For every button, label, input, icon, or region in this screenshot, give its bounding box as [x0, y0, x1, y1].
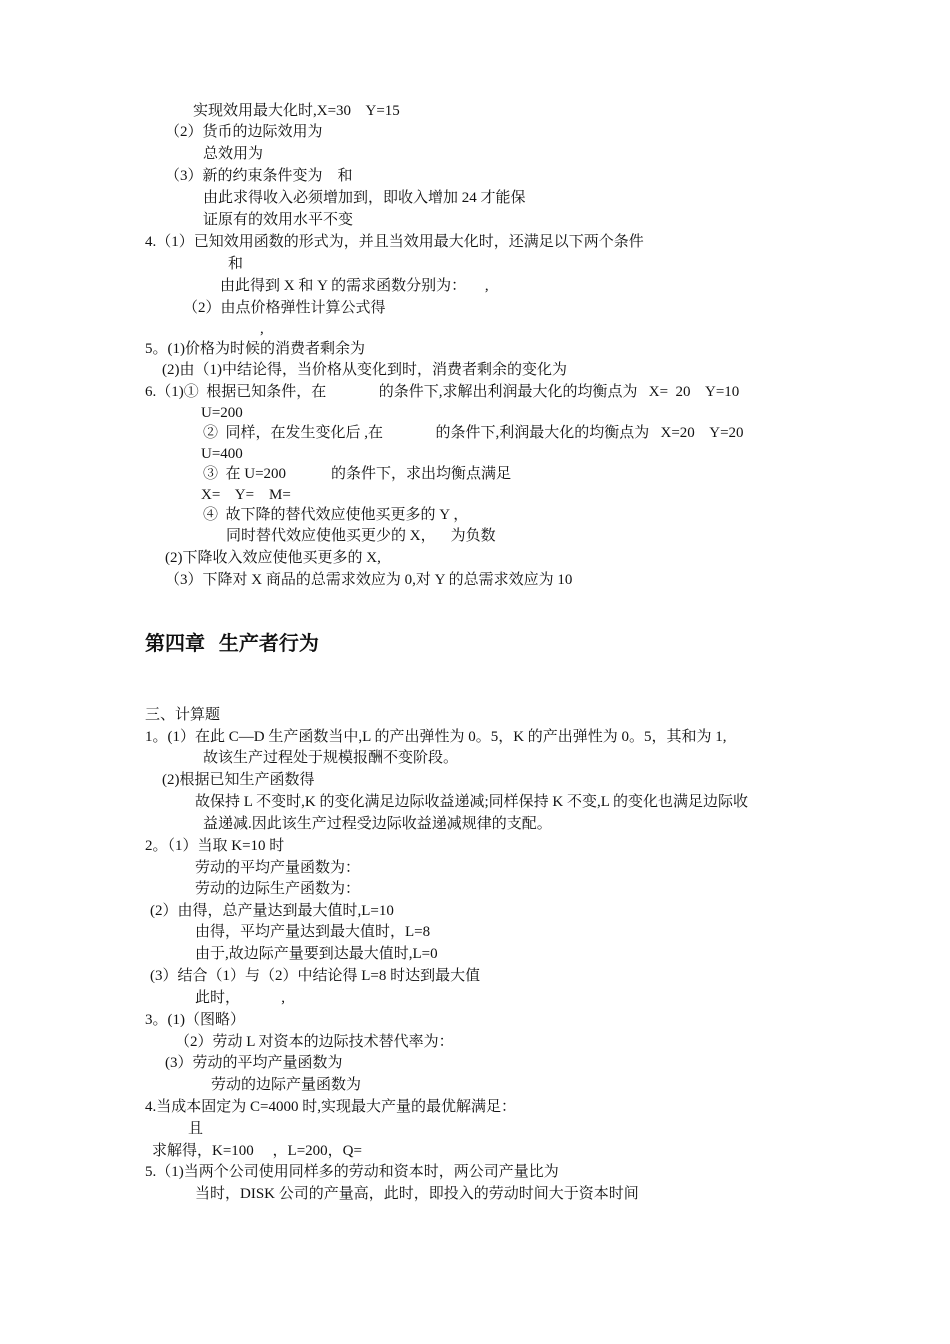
text-line: (3）劳动的平均产量函数为: [165, 1055, 343, 1071]
text-line: 4.当成本固定为 C=4000 时,实现最大产量的最优解满足：: [145, 1099, 516, 1115]
text-line: 求解得，K=100 ，L=200，Q=: [152, 1143, 362, 1159]
text-line: ③ 在 U=200 的条件下，求出均衡点满足: [203, 466, 512, 482]
text-line: 证原有的效用水平不变: [203, 212, 354, 228]
text-line: 故保持 L 不变时,K 的变化满足边际收益递减;同样保持 K 不变,L 的变化也满足边际收: [195, 794, 749, 810]
text-line: (2)根据已知生产函数得: [162, 772, 315, 788]
section-heading: 三、计算题: [145, 707, 221, 723]
text-line: (2)由（1)中结论得，当价格从变化到时，消费者剩余的变化为: [162, 362, 567, 378]
text-line: 和: [228, 256, 244, 272]
text-line: 益递减.因此该生产过程受边际收益递减规律的支配。: [203, 816, 552, 832]
text-line: U=400: [201, 446, 243, 462]
text-line: （2）货币的边际效用为: [165, 124, 323, 140]
text-line: 由此得到 X 和 Y 的需求函数分别为： ,: [220, 278, 489, 294]
text-line: ④ 故下降的替代效应使他买更多的 Y ，: [203, 507, 469, 523]
text-line: (2)下降收入效应使他买更多的 X,: [165, 550, 381, 566]
text-line: 劳动的边际产量函数为: [211, 1077, 362, 1093]
text-line: （3）下降对 X 商品的总需求效应为 0,对 Y 的总需求效应为 10: [165, 572, 573, 588]
text-line: ,: [260, 321, 264, 337]
text-line: 实现效用最大化时,X=30 Y=15: [193, 103, 400, 119]
text-line: 由此求得收入必须增加到，即收入增加 24 才能保: [203, 190, 526, 206]
text-line: 3。(1)（图略）: [145, 1012, 245, 1028]
text-line: 总效用为: [203, 146, 264, 162]
text-line: （2）由点价格弹性计算公式得: [183, 300, 386, 316]
text-line: 6.（1)① 根据已知条件，在 的条件下,求解出利润最大化的均衡点为 X= 20 Y=10: [145, 384, 740, 400]
text-line: (3）结合（1）与（2）中结论得 L=8 时达到最大值: [150, 968, 481, 984]
text-line: 且: [188, 1121, 204, 1137]
text-line: 此时， ,: [195, 990, 286, 1006]
text-line: 4.（1）已知效用函数的形式为，并且当效用最大化时，还满足以下两个条件: [145, 234, 644, 250]
text-line: X= Y= M=: [201, 487, 291, 503]
text-line: 1。(1）在此 C—D 生产函数当中,L 的产出弹性为 0。5，K 的产出弹性为 0。5，其和为 1,: [145, 729, 727, 745]
text-line: U=200: [201, 405, 243, 421]
text-line: 2。（1）当取 K=10 时: [145, 838, 285, 854]
text-line: 由于,故边际产量要到达最大值时,L=0: [195, 946, 438, 962]
text-line: 同时替代效应使他买更少的 X， 为负数: [226, 528, 496, 544]
text-line: 劳动的平均产量函数为：: [195, 860, 361, 876]
text-line: (2）由得，总产量达到最大值时,L=10: [150, 903, 394, 919]
text-line: 劳动的边际生产函数为：: [195, 881, 361, 897]
text-line: 当时，DISK 公司的产量高，此时，即投入的劳动时间大于资本时间: [195, 1186, 639, 1202]
text-line: 故该生产过程处于规模报酬不变阶段。: [203, 750, 459, 766]
text-line: 由得，平均产量达到最大值时，L=8: [195, 924, 431, 940]
text-line: 5.（1)当两个公司使用同样多的劳动和资本时，两公司产量比为: [145, 1164, 559, 1180]
text-line: （3）新的约束条件变为 和: [165, 168, 353, 184]
text-line: 5。(1)价格为时候的消费者剩余为: [145, 341, 365, 357]
text-line: ② 同样，在发生变化后 ,在 的条件下,利润最大化的均衡点为 X=20 Y=20: [203, 425, 744, 441]
text-line: （2）劳动 L 对资本的边际技术替代率为：: [175, 1034, 454, 1050]
chapter-title: 第四章 生产者行为: [145, 631, 319, 655]
